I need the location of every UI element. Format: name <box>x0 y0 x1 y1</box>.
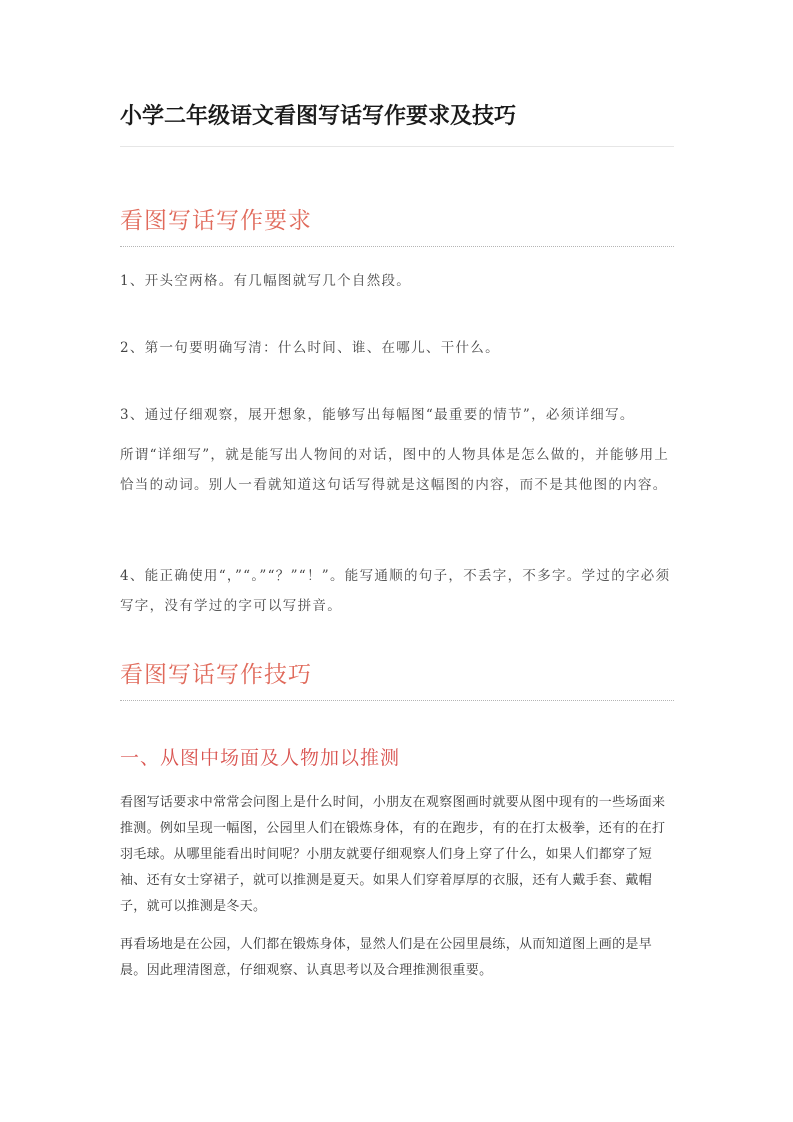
requirement-item-2: 2、第一句要明确写清：什么时间、谁、在哪儿、干什么。 <box>120 340 500 356</box>
technique-paragraph-1: 看图写话要求中常常会问图上是什么时间，小朋友在观察图画时就要从图中现有的一些场面来推测。例如呈现一幅图，公园里人们在锻炼身体，有的在跑步，有的在打太极拳，还有的在打羽毛球。从哪里能看出时间呢？小朋友就要仔细观察人们身上穿了什么，如果人们都穿了短袖、还有女士穿裙子，就可以推测是夏天。如果人们穿着厚厚的衣服，还有人戴手套、戴帽子，就可以推测是冬天。 <box>120 795 666 914</box>
requirement-item-1: 1、开头空两格。有几幅图就写几个自然段。 <box>120 273 412 289</box>
section-heading-requirements: 看图写话写作要求 <box>120 208 312 234</box>
requirement-item-4: 4、能正确使用“，”“。”“？”“！”。能写通顺的句子，不丢字，不多字。学过的字必须写字，没有学过的字可以写拼音。 <box>120 568 671 614</box>
technique-subheading-1: 一、从图中场面及人物加以推测 <box>120 747 401 769</box>
section-divider-techniques <box>120 700 674 701</box>
document-title: 小学二年级语文看图写话写作要求及技巧 <box>120 103 517 129</box>
section-heading-techniques: 看图写话写作技巧 <box>120 662 312 688</box>
section-divider-requirements <box>120 246 674 247</box>
technique-paragraph-2: 再看场地是在公园，人们都在锻炼身体，显然人们是在公园里晨练，从而知道图上画的是早晨。因此理清图意，仔细观察、认真思考以及合理推测很重要。 <box>120 937 653 978</box>
title-divider <box>120 146 674 147</box>
requirement-detail-paragraph: 所谓“详细写”，就是能写出人物间的对话，图中的人物具体是怎么做的，并能够用上恰当的动词。别人一看就知道这句话写得就是这幅图的内容，而不是其他图的内容。 <box>120 447 670 493</box>
requirement-item-3: 3、通过仔细观察，展开想象，能够写出每幅图“最重要的情节”，必须详细写。 <box>120 407 635 423</box>
